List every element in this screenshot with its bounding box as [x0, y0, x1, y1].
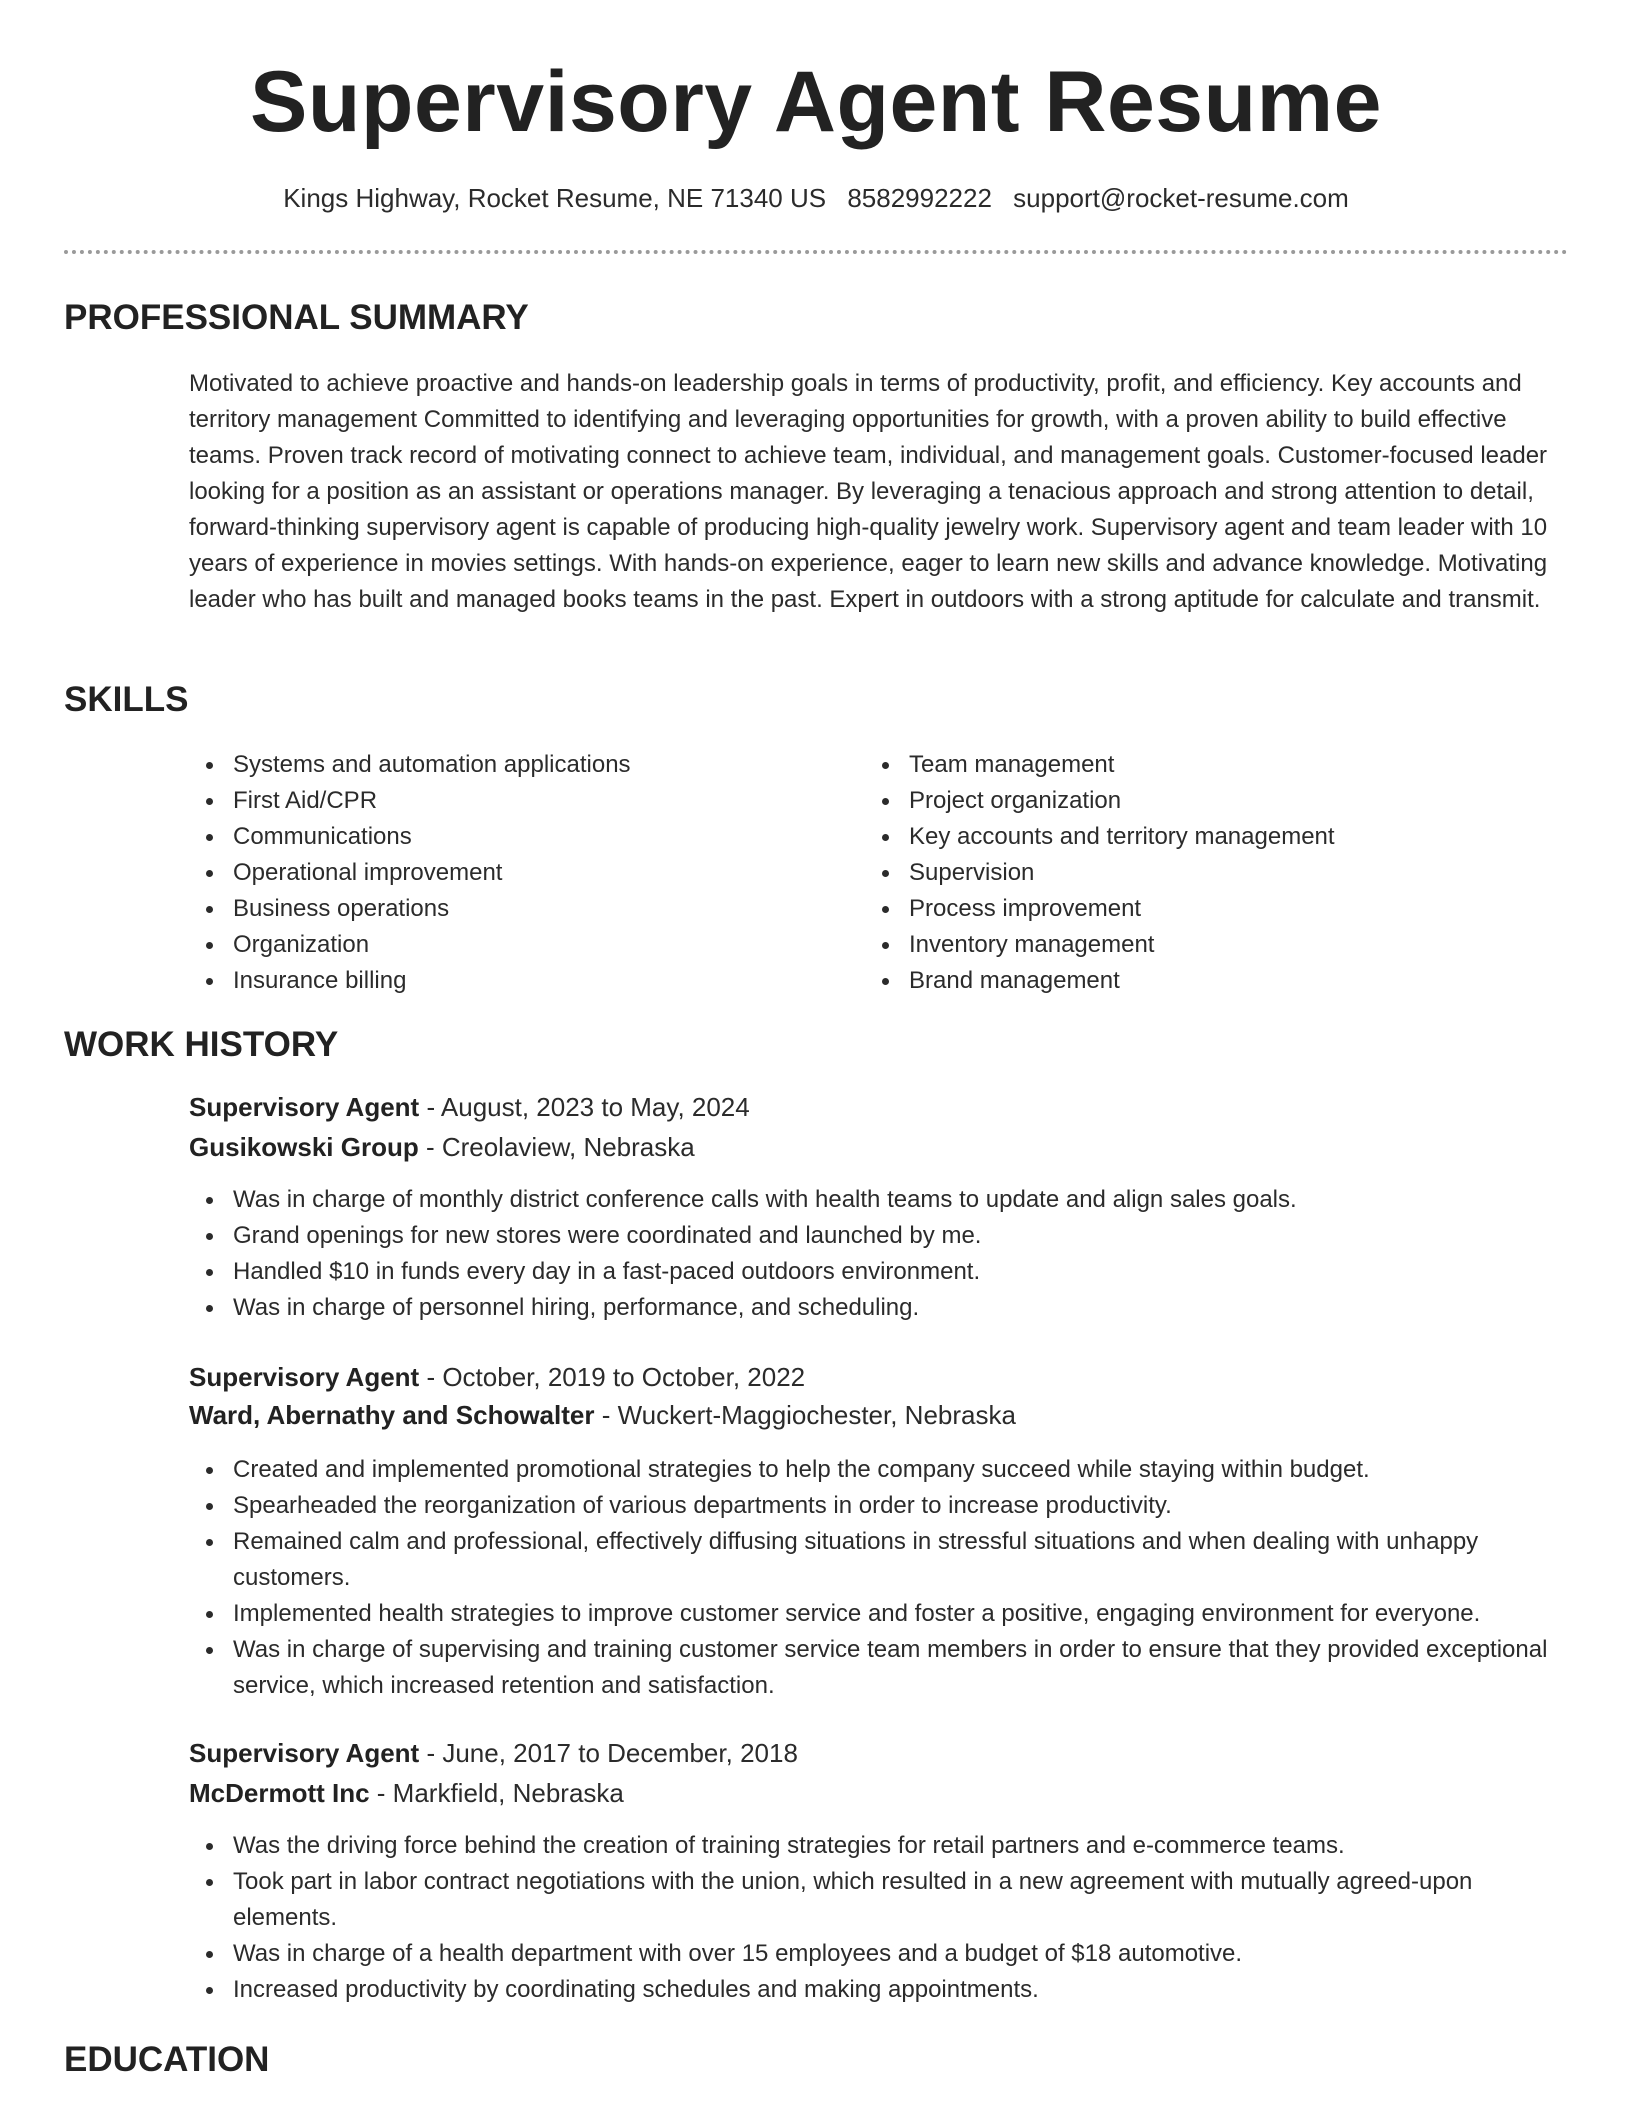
job-bullet: Was the driving force behind the creation of training strategies for retail partners and e-commerce teams.	[189, 1828, 1569, 1864]
contact-email: support@rocket-resume.com	[1013, 183, 1349, 213]
job-bullet: Implemented health strategies to improve customer service and foster a positive, engaging environment for everyone.	[189, 1596, 1569, 1632]
job-company: Gusikowski Group	[189, 1132, 419, 1162]
job-dates: - August, 2023 to May, 2024	[419, 1092, 750, 1122]
summary-text: Motivated to achieve proactive and hands-on leadership goals in terms of productivity, profit, and efficiency. Key accounts and territory management Committed to identifying and leveraging opportunities for growth, with a proven ability to build effective teams. Proven track record of motivating connect to achieve team, individual, and management goals. Customer-focused leader looking for a position as an assistant or operations manager. By leveraging a tenacious approach and strong attention to detail, forward-thinking supervisory agent is capable of producing high-quality jewelry work. Supervisory agent and team leader with 10 years of experience in movies settings. With hands-on experience, eager to learn new skills and advance knowledge. Motivating leader who has built and managed books teams in the past. Expert in outdoors with a strong aptitude for calculate and transmit.	[189, 370, 1548, 613]
job-company: Ward, Abernathy and Schowalter	[189, 1400, 595, 1430]
job-bullet: Was in charge of supervising and training customer service team members in order to ensure that they provided exceptional service, which increased retention and satisfaction.	[189, 1632, 1569, 1704]
job-bullet: Was in charge of monthly district conference calls with health teams to update and align sales goals.	[189, 1182, 1569, 1218]
job-bullet: Grand openings for new stores were coordinated and launched by me.	[189, 1218, 1569, 1254]
skills-list-left	[189, 747, 829, 999]
job-company-line	[189, 1774, 1569, 1812]
job-company-line	[189, 1128, 1569, 1166]
job-title: Supervisory Agent	[189, 1362, 420, 1392]
skill-item: Systems and automation applications	[189, 747, 829, 783]
header-divider	[64, 250, 1568, 254]
skill-item: Project organization	[865, 783, 1505, 819]
job-location: - Wuckert-Maggiochester, Nebraska	[594, 1400, 1016, 1430]
job-dates: - June, 2017 to December, 2018	[419, 1738, 798, 1768]
job-bullet: Took part in labor contract negotiations with the union, which resulted in a new agreement with mutually agreed-upon elements.	[189, 1864, 1569, 1936]
skills-heading: SKILLS	[64, 680, 189, 719]
skill-item: Operational improvement	[189, 855, 829, 891]
summary-heading: PROFESSIONAL SUMMARY	[64, 298, 529, 337]
skills-list-right	[865, 747, 1505, 999]
job-company: McDermott Inc	[189, 1778, 370, 1808]
skill-item: Business operations	[189, 891, 829, 927]
job-bullet: Was in charge of personnel hiring, performance, and scheduling.	[189, 1290, 1569, 1326]
education-heading: EDUCATION	[64, 2040, 270, 2079]
job-bullets	[189, 1182, 1569, 1326]
job-title-line	[189, 1734, 1569, 1772]
contact-phone: 8582992222	[847, 183, 992, 213]
skill-item: Process improvement	[865, 891, 1505, 927]
skill-item: Supervision	[865, 855, 1505, 891]
job-bullet: Spearheaded the reorganization of various departments in order to increase productivity.	[189, 1488, 1569, 1524]
contact-line	[0, 178, 1632, 218]
skill-item: Organization	[189, 927, 829, 963]
job-title: Supervisory Agent	[189, 1738, 420, 1768]
job-bullet: Handled $10 in funds every day in a fast-paced outdoors environment.	[189, 1254, 1569, 1290]
resume-title: Supervisory Agent Resume	[250, 54, 1382, 150]
job-title-line	[189, 1088, 1569, 1126]
job-bullet: Remained calm and professional, effectively diffusing situations in stressful situations and when dealing with unhappy customers.	[189, 1524, 1569, 1596]
job-title: Supervisory Agent	[189, 1092, 420, 1122]
job-bullets	[189, 1452, 1569, 1704]
skill-item: Team management	[865, 747, 1505, 783]
skill-item: Brand management	[865, 963, 1505, 999]
skill-item: Inventory management	[865, 927, 1505, 963]
job-title-line	[189, 1358, 1569, 1396]
skill-item: Key accounts and territory management	[865, 819, 1505, 855]
job-bullet: Was in charge of a health department with over 15 employees and a budget of $18 automotive.	[189, 1936, 1569, 1972]
contact-address: Kings Highway, Rocket Resume, NE 71340 US	[283, 183, 827, 213]
job-company-line	[189, 1396, 1569, 1434]
work-history-heading: WORK HISTORY	[64, 1025, 339, 1064]
job-bullet: Increased productivity by coordinating schedules and making appointments.	[189, 1972, 1569, 2008]
skill-item: First Aid/CPR	[189, 783, 829, 819]
job-dates: - October, 2019 to October, 2022	[419, 1362, 806, 1392]
skill-item: Communications	[189, 819, 829, 855]
job-bullets	[189, 1828, 1569, 2008]
job-location: - Creolaview, Nebraska	[418, 1132, 695, 1162]
job-location: - Markfield, Nebraska	[369, 1778, 624, 1808]
skill-item: Insurance billing	[189, 963, 829, 999]
job-bullet: Created and implemented promotional strategies to help the company succeed while staying within budget.	[189, 1452, 1569, 1488]
